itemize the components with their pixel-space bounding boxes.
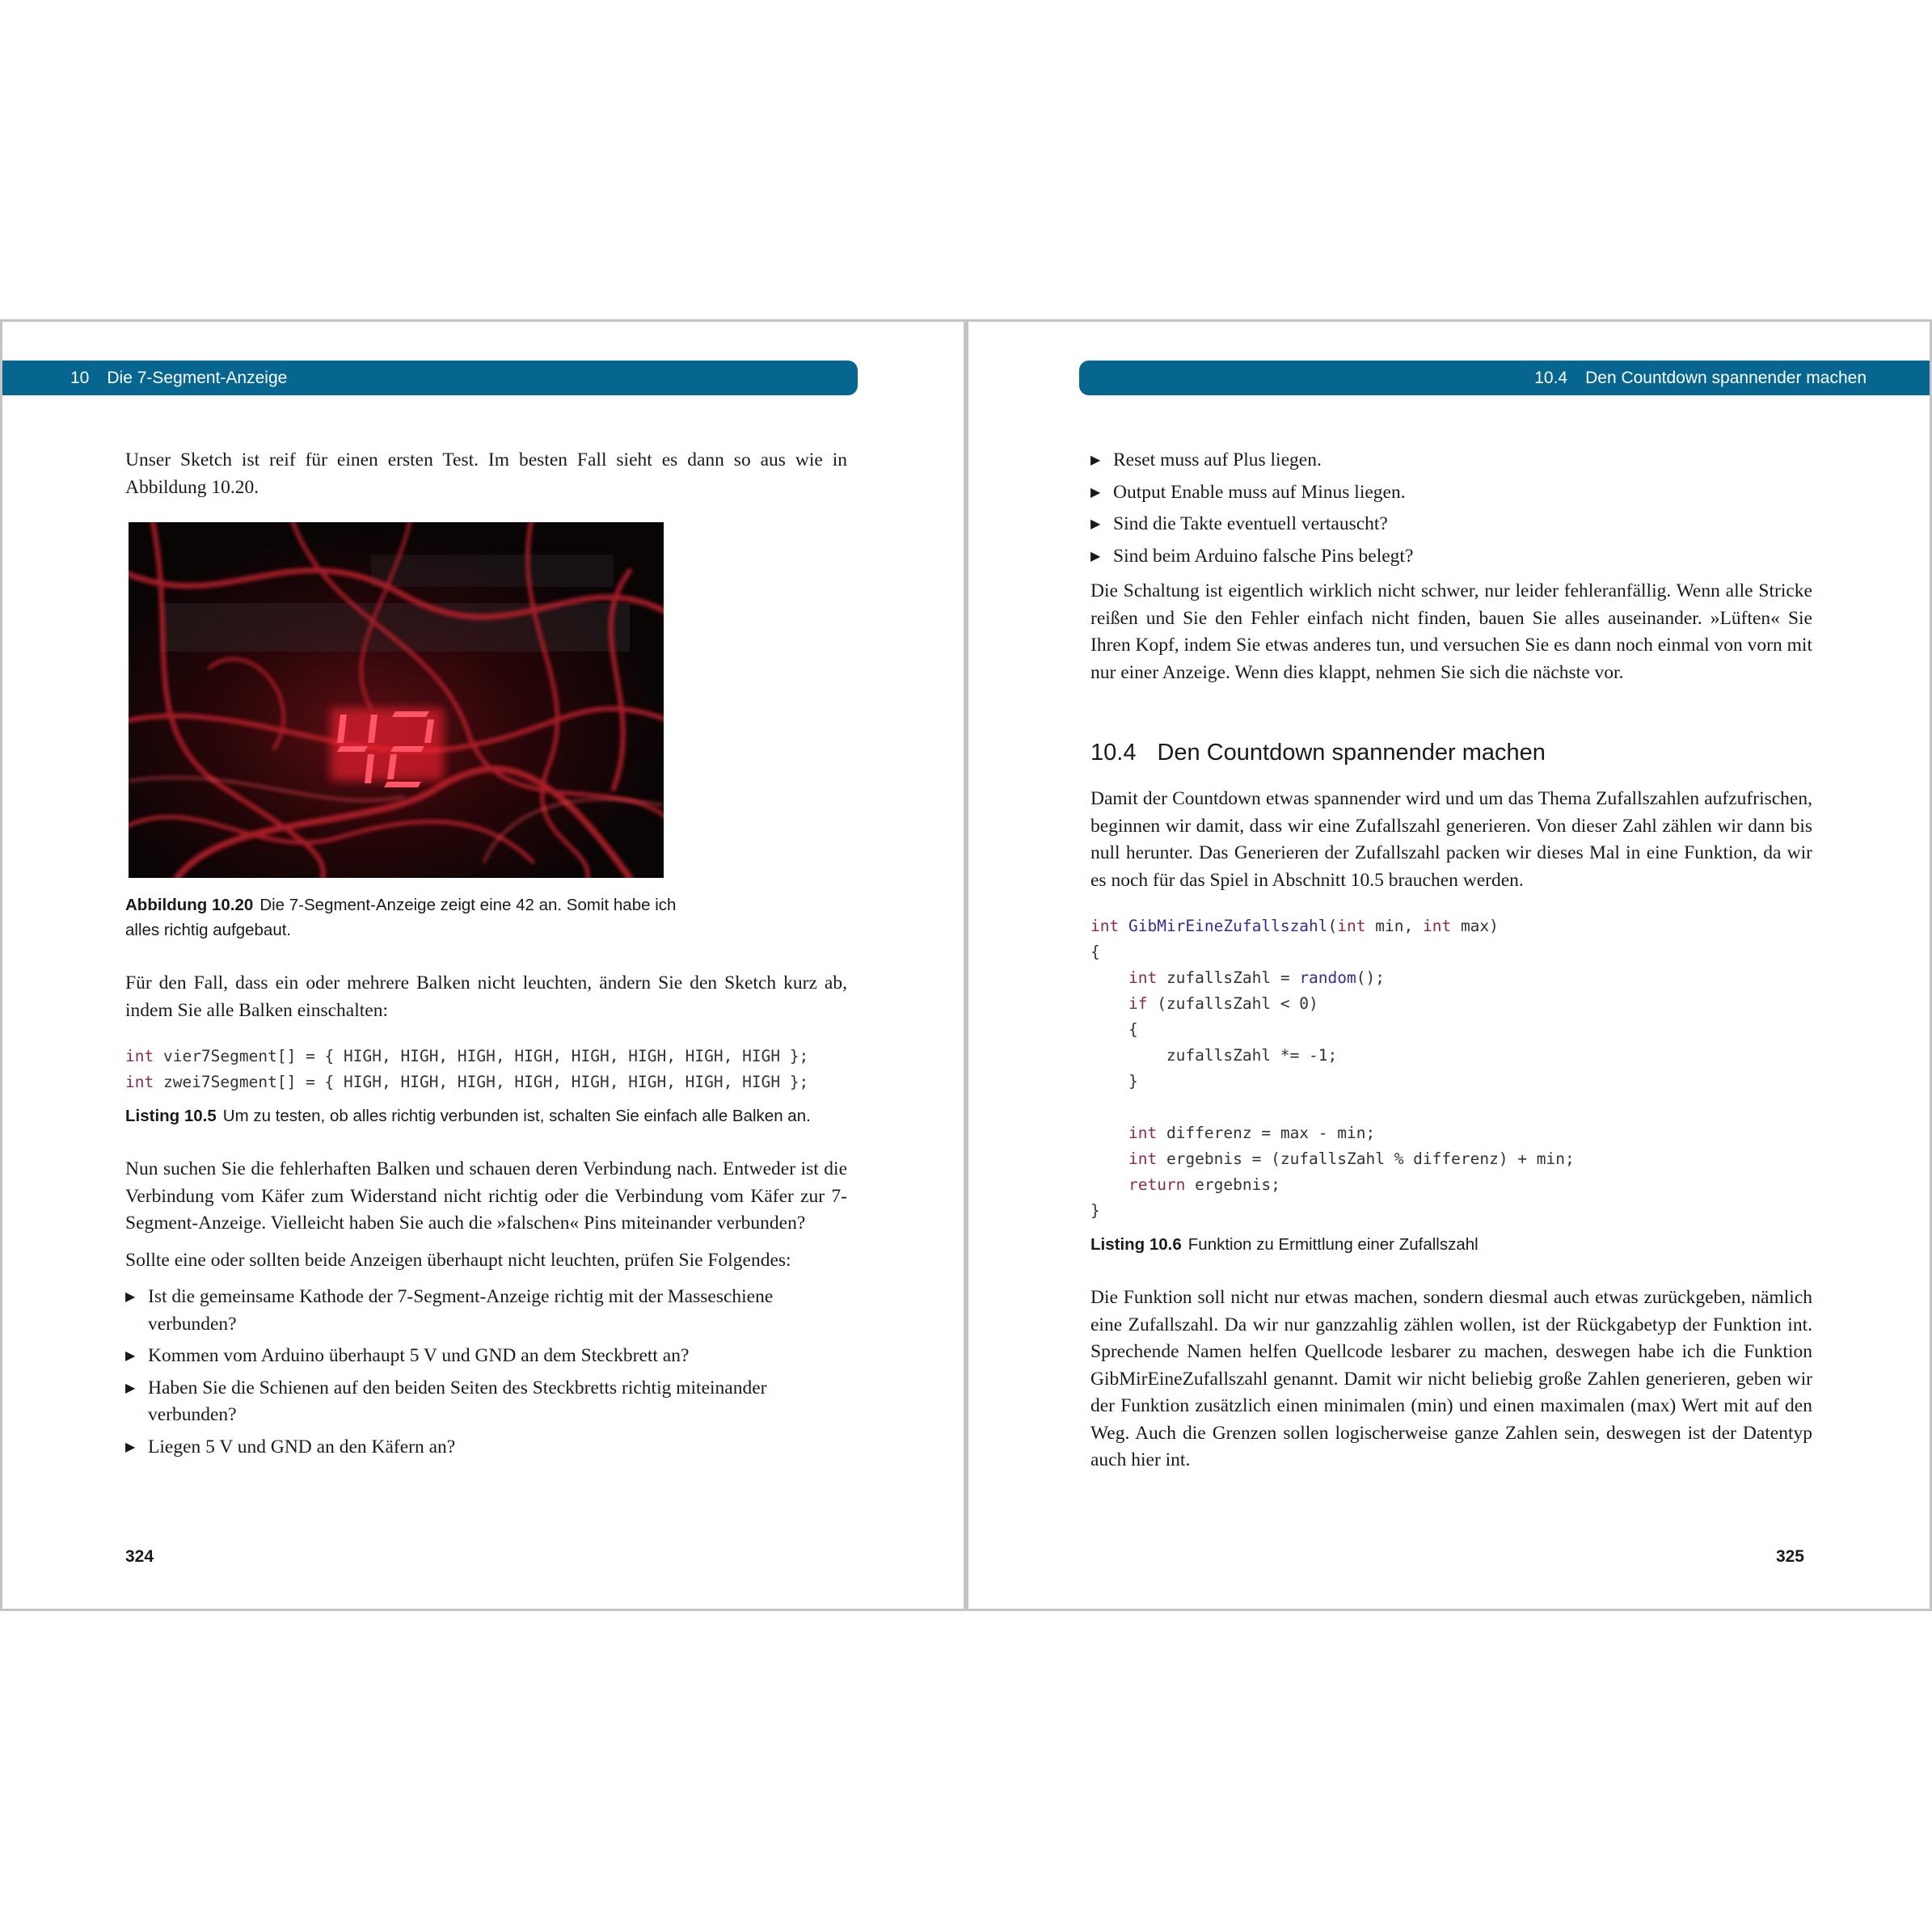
bullet-triangle-icon: ▶ <box>125 1381 136 1395</box>
list-item <box>125 1284 847 1338</box>
bullet-triangle-icon: ▶ <box>1090 517 1101 531</box>
bullet-triangle-icon: ▶ <box>125 1440 136 1454</box>
section-heading-number: 10.4 <box>1090 740 1137 766</box>
seven-segment-photo <box>129 522 664 878</box>
listing-caption-label: Listing 10.6 <box>1090 1235 1182 1254</box>
checklist-continued <box>1090 447 1812 570</box>
list-item <box>125 1434 847 1462</box>
page-number: 324 <box>125 1547 154 1566</box>
running-header <box>2 361 858 395</box>
section-title: Den Countdown spannender machen <box>1585 368 1867 387</box>
bullet-triangle-icon: ▶ <box>1090 485 1101 500</box>
listing-caption-text: Um zu testen, ob alles richtig verbunden ist, schalten Sie einfach alle Balken an. <box>222 1107 811 1125</box>
paragraph-faulty-segments: Nun suchen Sie die fehlerhaften Balken und schauen deren Verbindung nach. Entweder ist die Verbindung vom Käfer zum Widerstand nicht richtig oder die Verbindung vom Käfer zur 7-Segment-Anzeige. Vielleicht haben Sie auch die »falschen« Pins miteinander verbunden? <box>125 1158 847 1234</box>
list-item <box>1090 447 1812 475</box>
bullet-triangle-icon: ▶ <box>1090 549 1101 563</box>
left-page <box>0 319 966 1611</box>
page-number: 325 <box>1775 1547 1804 1566</box>
figure-caption-text: Die 7-Segment-Anzeige zeigt eine 42 an. Somit habe ich alles richtig aufgebaut. <box>125 896 677 939</box>
list-item-text: Reset muss auf Plus liegen. <box>1113 449 1322 470</box>
code-keyword: int <box>125 1073 154 1091</box>
listing-caption <box>125 1103 847 1128</box>
list-item-text: Sind die Takte eventuell vertauscht? <box>1113 513 1388 534</box>
list-item <box>125 1343 847 1370</box>
section-heading <box>1090 740 1812 766</box>
listing-10-6-code: int GibMirEineZufallszahl(int min, int max) { int zufallsZahl = random(); if (zufallsZahl < 0) { zufallsZahl *= -1; } int differenz = max - min; int ergebnis = (zufallsZahl % differenz) + min; return ergebnis; } <box>1090 917 1575 1220</box>
right-page <box>966 319 1932 1611</box>
paragraph-function-explanation: Die Funktion soll nicht nur etwas machen, sondern diesmal auch etwas zurückgeben, nämlich eine Zufallszahl. Da wir nur ganzzahlig zählen wollen, ist der Rückgabetyp der Funktion int. Sprechende Namen helfen Quellcode lesbarer zu machen, deswegen habe ich die Funktion GibMirEineZufallszahl genannt. Damit wir nicht beliebig große Zahlen generieren, geben wir der Funktion zusätzlich einen minimalen (min) und einen maximalen (max) Wert mit auf den Weg. Auch die Grenzen sollen logischerweise ganze Zahlen sein, deswegen ist der Datentyp auch hier int. <box>1090 1287 1812 1470</box>
code-keyword: int <box>125 1047 154 1065</box>
intro-paragraph: Unser Sketch ist reif für einen ersten Test. Im besten Fall sieht es dann so aus wie in Abbildung 10.20. <box>125 449 847 498</box>
chapter-number: 10 <box>70 368 90 387</box>
paragraph-checklist-intro: Sollte eine oder sollten beide Anzeigen überhaupt nicht leuchten, prüfen Sie Folgendes: <box>125 1249 791 1271</box>
list-item-text: Liegen 5 V und GND an den Käfern an? <box>148 1436 456 1457</box>
running-header <box>1079 361 1932 395</box>
figure-caption <box>125 892 691 943</box>
list-item <box>125 1375 847 1429</box>
list-item-text: Ist die gemeinsame Kathode der 7-Segment-Anzeige richtig mit der Masseschiene verbunden? <box>148 1286 774 1335</box>
checklist <box>125 1284 847 1461</box>
right-content <box>1090 447 1812 1484</box>
code-line: vier7Segment[] = { HIGH, HIGH, HIGH, HIGH, HIGH, HIGH, HIGH, HIGH }; <box>154 1047 809 1065</box>
left-content <box>125 447 847 1466</box>
list-item <box>1090 511 1812 538</box>
bullet-triangle-icon: ▶ <box>1090 453 1101 467</box>
list-item <box>1090 543 1812 571</box>
list-item-text: Kommen vom Arduino überhaupt 5 V und GND an dem Steckbrett an? <box>148 1345 690 1366</box>
section-heading-title: Den Countdown spannender machen <box>1157 740 1546 766</box>
section-number: 10.4 <box>1534 368 1568 387</box>
listing-caption-text: Funktion zu Ermittlung einer Zufallszahl <box>1187 1235 1479 1254</box>
list-item-text: Haben Sie die Schienen auf den beiden Seiten des Steckbretts richtig miteinander verbunden? <box>148 1377 767 1425</box>
paragraph-all-segments: Für den Fall, dass ein oder mehrere Balken nicht leuchten, ändern Sie den Sketch kurz ab, indem Sie alle Balken einschalten: <box>125 972 847 1021</box>
paragraph-countdown-intro: Damit der Countdown etwas spannender wird und um das Thema Zufallszahlen aufzufrischen, beginnen wir damit, dass wir eine Zufallszahl generieren. Von dieser Zahl zählen wir dann bis null herunter. Das Generieren der Zufallszahl packen wir dieses Mal in eine Funktion, da wir es noch für das Spiel in Abschnitt 10.5 brauchen werden. <box>1090 788 1812 891</box>
listing-caption <box>1090 1232 1812 1257</box>
listing-caption-label: Listing 10.5 <box>125 1107 217 1125</box>
list-item <box>1090 479 1812 507</box>
paragraph-circuit-advice: Die Schaltung ist eigentlich wirklich nicht schwer, nur leider fehleranfällig. Wenn alle Stricke reißen und Sie den Fehler einfach nicht finden, bauen Sie alles auseinander. »Lüften« Sie Ihren Kopf, indem Sie etwas anderes tun, und versuchen Sie es dann noch einmal von vorn mit nur einer Anzeige. Wenn dies klappt, nehmen Sie sich die nächste vor. <box>1090 580 1812 683</box>
code-line: zwei7Segment[] = { HIGH, HIGH, HIGH, HIGH, HIGH, HIGH, HIGH, HIGH }; <box>154 1073 809 1091</box>
chapter-title: Die 7-Segment-Anzeige <box>107 368 288 387</box>
bullet-triangle-icon: ▶ <box>125 1290 136 1304</box>
list-item-text: Sind beim Arduino falsche Pins belegt? <box>1113 545 1414 567</box>
listing-10-5-code <box>125 1044 847 1095</box>
list-item-text: Output Enable muss auf Minus liegen. <box>1113 481 1406 503</box>
figure-caption-label: Abbildung 10.20 <box>125 896 254 914</box>
bullet-triangle-icon: ▶ <box>125 1349 136 1363</box>
